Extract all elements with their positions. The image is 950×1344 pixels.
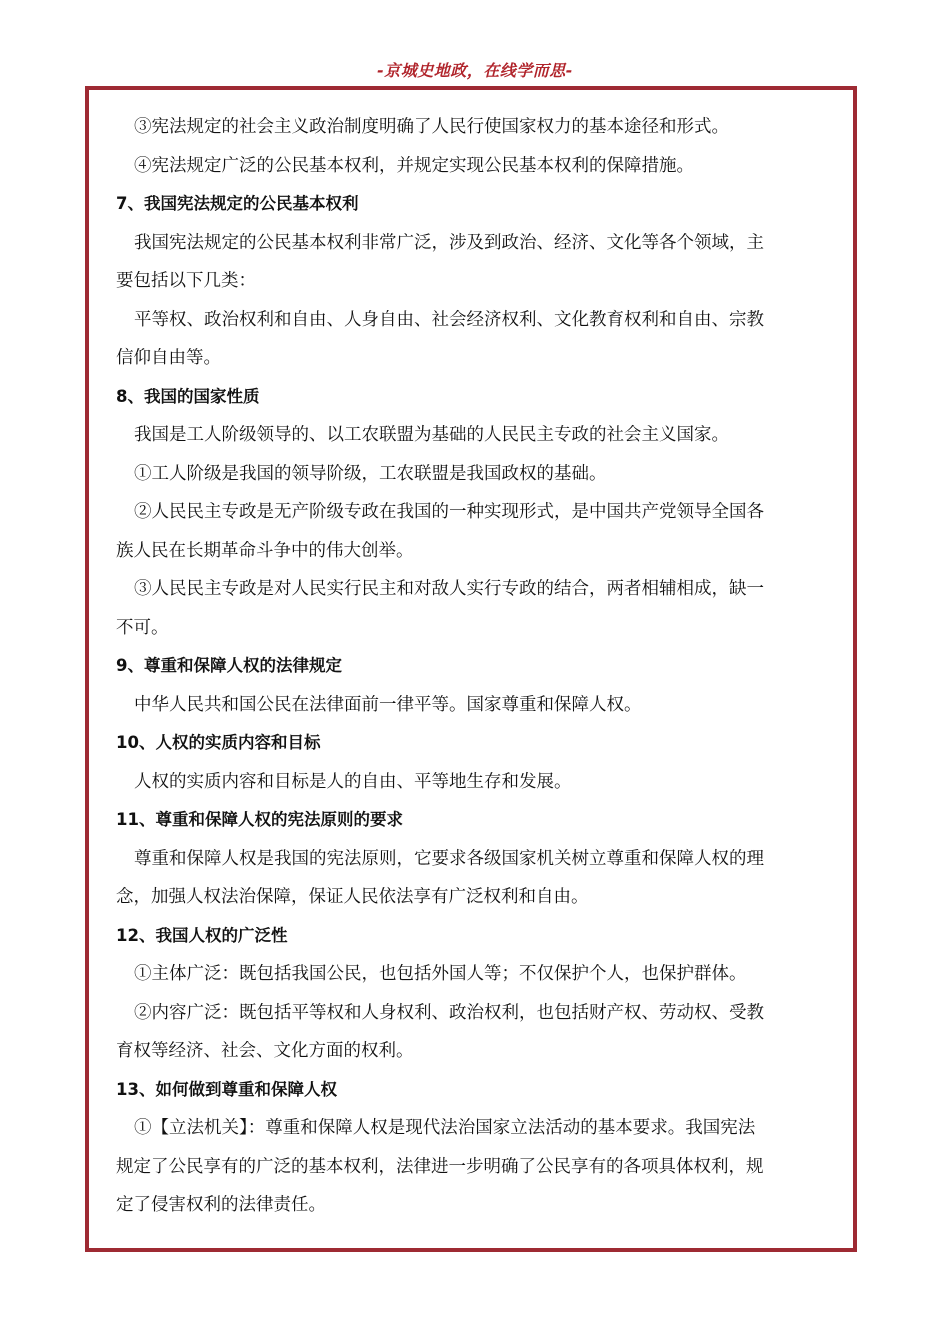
paragraph-line: 规定了公民享有的广泛的基本权利，法律进一步明确了公民享有的各项具体权利，规 xyxy=(116,1156,764,1177)
section-heading: 13、如何做到尊重和保障人权 xyxy=(116,1079,337,1099)
paragraph-line: 定了侵害权利的法律责任。 xyxy=(116,1195,326,1215)
section-heading: 10、人权的实质内容和目标 xyxy=(116,733,321,752)
paragraph-line: 人权的实质内容和目标是人的自由、平等地生存和发展。 xyxy=(134,771,572,792)
paragraph-line: 尊重和保障人权是我国的宪法原则，它要求各级国家机关树立尊重和保障人权的理 xyxy=(134,848,764,869)
paragraph-line: 族人民在长期革命斗争中的伟大创举。 xyxy=(116,540,414,561)
paragraph-line: 我国是工人阶级领导的、以工农联盟为基础的人民民主专政的社会主义国家。 xyxy=(134,425,729,445)
paragraph-line: ②人民民主专政是无产阶级专政在我国的一种实现形式，是中国共产党领导全国各 xyxy=(134,502,764,522)
paragraph-line: 念，加强人权法治保障，保证人民依法享有广泛权利和自由。 xyxy=(116,887,589,907)
paragraph-line: ①主体广泛：既包括我国公民，也包括外国人等；不仅保护个人，也保护群体。 xyxy=(134,964,747,984)
page-header: -京城史地政，在线学而思- xyxy=(377,61,573,80)
section-heading: 8、我国的国家性质 xyxy=(116,386,260,406)
paragraph-line: ②内容广泛：既包括平等权和人身权利、政治权利，也包括财产权、劳动权、受教 xyxy=(134,1002,764,1023)
section-heading: 11、尊重和保障人权的宪法原则的要求 xyxy=(116,810,403,829)
paragraph-line: 中华人民共和国公民在法律面前一律平等。国家尊重和保障人权。 xyxy=(134,694,642,715)
paragraph-line: 我国宪法规定的公民基本权利非常广泛，涉及到政治、经济、文化等各个领域，主 xyxy=(134,232,764,253)
document-body xyxy=(116,108,828,1225)
paragraph-line: 不可。 xyxy=(116,617,169,638)
paragraph-line: 信仰自由等。 xyxy=(116,348,221,368)
paragraph-line: ③人民民主专政是对人民实行民主和对敌人实行专政的结合，两者相辅相成，缺一 xyxy=(134,579,764,599)
section-heading: 12、我国人权的广泛性 xyxy=(116,925,288,945)
section-heading: 7、我国宪法规定的公民基本权利 xyxy=(116,194,359,213)
paragraph-line: 平等权、政治权利和自由、人身自由、社会经济权利、文化教育权利和自由、宗教 xyxy=(134,309,764,330)
paragraph-line: ③宪法规定的社会主义政治制度明确了人民行使国家权力的基本途径和形式。 xyxy=(134,117,729,137)
paragraph-line: ①【立法机关】：尊重和保障人权是现代法治国家立法活动的基本要求。我国宪法 xyxy=(134,1118,756,1138)
paragraph-line: 要包括以下几类： xyxy=(116,271,256,291)
section-heading: 9、尊重和保障人权的法律规定 xyxy=(116,656,342,675)
paragraph-line: 育权等经济、社会、文化方面的权利。 xyxy=(116,1041,414,1061)
paragraph-line: ①工人阶级是我国的领导阶级，工农联盟是我国政权的基础。 xyxy=(134,463,607,484)
paragraph-line: ④宪法规定广泛的公民基本权利，并规定实现公民基本权利的保障措施。 xyxy=(134,155,694,176)
